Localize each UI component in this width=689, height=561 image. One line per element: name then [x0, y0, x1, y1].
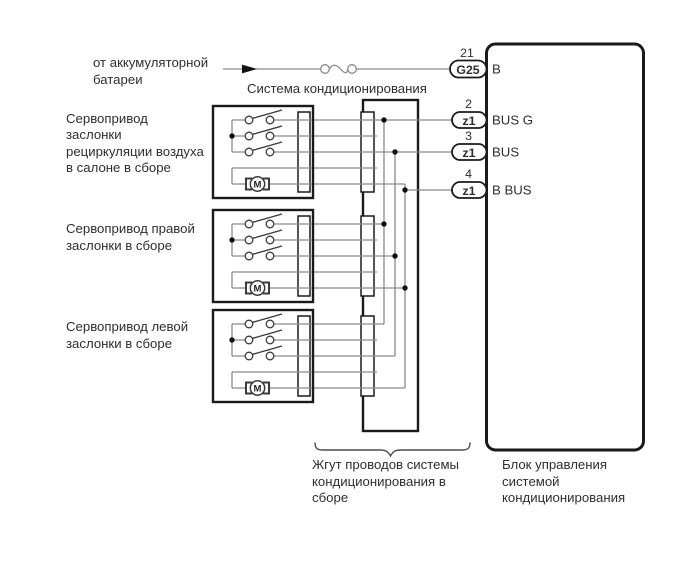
- connector-bars: [298, 112, 310, 396]
- servo3-label-line1: Сервопривод левой: [66, 319, 189, 334]
- ecu-label-line2: системой: [502, 474, 560, 489]
- pin-number: 21: [460, 46, 474, 60]
- connector-id: G25: [456, 63, 480, 77]
- battery-label-line2: батареи: [93, 72, 143, 87]
- arrow-right-icon: [242, 65, 257, 74]
- ecu-label-line1: Блок управления: [502, 457, 608, 472]
- servo1-label-line1: Сервопривод: [66, 111, 148, 126]
- pin-signal: B BUS: [492, 182, 532, 198]
- motor-icon: [246, 281, 269, 295]
- motor-label: M: [253, 383, 262, 395]
- junction-dot: [381, 117, 386, 122]
- system-label: Система кондиционирования: [247, 81, 427, 96]
- battery-label-line1: от аккумуляторной: [93, 55, 209, 70]
- motor-label: M: [253, 179, 262, 191]
- motor-icon: [246, 381, 269, 395]
- pin-signal: BUS: [492, 144, 520, 160]
- junction-dot: [381, 221, 386, 226]
- harness-label-line2: кондиционирования в: [312, 474, 446, 489]
- switch-icon: [245, 330, 282, 344]
- servo1-label-line4: в салоне в сборе: [66, 160, 171, 175]
- junction-dot: [402, 187, 407, 192]
- connector-id: z1: [462, 113, 476, 128]
- pin-signal: BUS G: [492, 112, 534, 128]
- battery-feed-wire: [223, 65, 450, 74]
- ecu-box: [487, 44, 644, 450]
- harness-label-line3: сборе: [312, 490, 349, 505]
- underbrace-icon: [315, 443, 470, 457]
- switch-icon: [245, 314, 282, 328]
- harness-connector-bars: [361, 112, 374, 396]
- junction-dot: [229, 237, 234, 242]
- switch-icon: [245, 230, 282, 244]
- switch-icon: [245, 246, 282, 260]
- connector-id: z1: [462, 183, 476, 198]
- servo1-label-line2: заслонки: [66, 127, 122, 142]
- servo2-label-line1: Сервопривод правой: [66, 221, 195, 236]
- junction-dot: [392, 149, 397, 154]
- junction-dot: [392, 253, 397, 258]
- servo1-label-line3: рециркуляции воздуха: [66, 144, 204, 159]
- connector-id: z1: [462, 145, 476, 160]
- pin-signal: B: [492, 61, 501, 77]
- junction-dot: [229, 133, 234, 138]
- junction-dot: [402, 285, 407, 290]
- motor-label: M: [253, 283, 262, 295]
- servo3-label-line2: заслонки в сборе: [66, 336, 173, 351]
- motor-icon: [246, 177, 269, 191]
- harness-label-line1: Жгут проводов системы: [312, 457, 460, 472]
- switch-icon: [245, 346, 282, 360]
- pin-number: 3: [465, 129, 472, 143]
- harness-wires: [310, 117, 452, 388]
- servo2-label-line2: заслонки в сборе: [66, 238, 173, 253]
- switch-icon: [245, 110, 282, 124]
- switch-icon: [245, 214, 282, 228]
- switch-icon: [245, 142, 282, 156]
- pin-number: 2: [465, 97, 472, 111]
- ecu-label-line3: кондиционирования: [502, 490, 626, 505]
- switch-icon: [245, 126, 282, 140]
- junction-dot: [229, 337, 234, 342]
- fuse-icon: [321, 65, 357, 74]
- pin-number: 4: [465, 167, 472, 181]
